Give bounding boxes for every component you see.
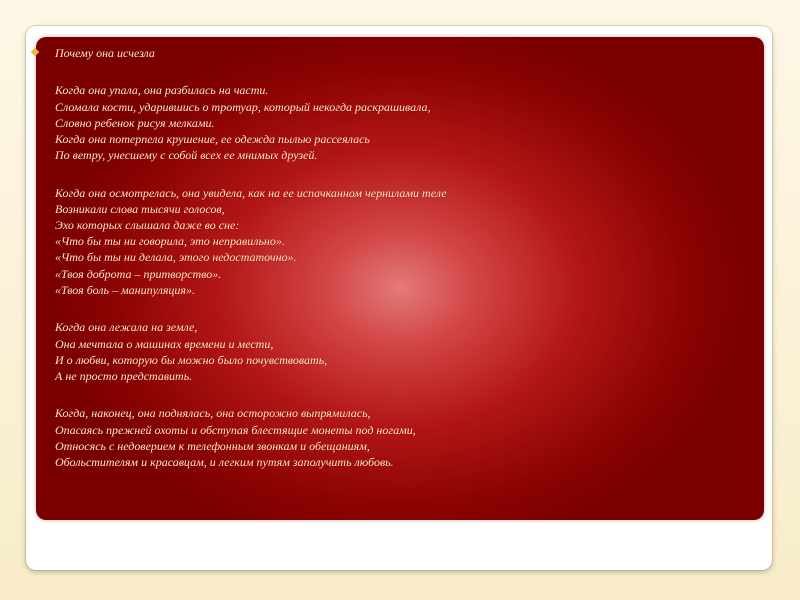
poem-line: Когда она лежала на земле, bbox=[55, 320, 198, 335]
poem-line: Обольстителям и красавцам, и легким путям заполучить любовь. bbox=[55, 454, 394, 469]
poem-line: Когда она упала, она разбилась на части. bbox=[55, 83, 269, 98]
poem-line: Когда, наконец, она поднялась, она осторожно выпрямилась, bbox=[55, 406, 371, 421]
poem-line: Когда она осмотрелась, она увидела, как на ее испачканном чернилами теле bbox=[55, 185, 447, 200]
poem-line: Относясь с недоверием к телефонным звонкам и обещаниям, bbox=[55, 438, 370, 453]
poem-line: Опасаясь прежней охоты и обступая блестящие монеты под ногами, bbox=[55, 422, 416, 437]
poem-line: «Что бы ты ни делала, этого недостаточно». bbox=[55, 250, 297, 265]
poem-line: Словно ребенок рисуя мелками. bbox=[55, 115, 215, 130]
poem-line: И о любви, которую бы можно было почувствовать, bbox=[55, 352, 328, 367]
poem-line: Сломала кости, ударившись о тротуар, который некогда раскрашивала, bbox=[55, 99, 431, 114]
poem-text bbox=[55, 45, 755, 470]
poem-line: «Твоя боль – манипуляция». bbox=[55, 282, 195, 297]
poem-line: «Что бы ты ни говорила, это неправильно». bbox=[55, 234, 285, 249]
poem-line: Когда она потерпела крушение, ее одежда пылью рассеялась bbox=[55, 132, 370, 147]
poem-title: Почему она исчезла bbox=[55, 46, 155, 60]
poem-line: Она мечтала о машинах времени и мести, bbox=[55, 336, 274, 351]
poem-line: По ветру, унесшему с собой всех ее мнимых друзей. bbox=[55, 148, 318, 163]
poem-line: А не просто представить. bbox=[55, 368, 193, 383]
poem-line: Возникали слова тысячи голосов, bbox=[55, 201, 225, 216]
poem-line: Эхо которых слышала даже во сне: bbox=[55, 218, 240, 233]
poem-line: «Твоя доброта – притворство». bbox=[55, 266, 222, 281]
